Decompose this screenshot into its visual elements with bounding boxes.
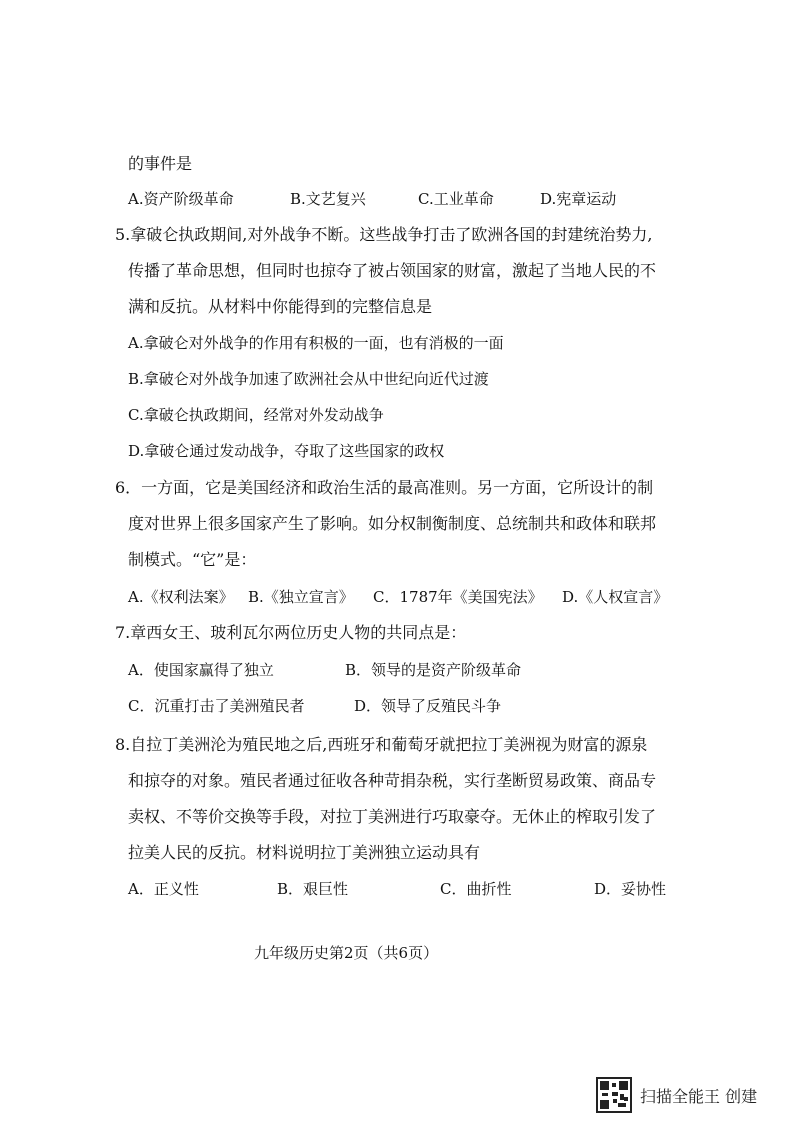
q4-option-a: A.资产阶级革命 [128, 190, 234, 208]
q5-option-a: A.拿破仑对外战争的作用有积极的一面，也有消极的一面 [128, 334, 504, 352]
q6-stem-line-2: 度对世界上很多国家产生了影响。如分权制衡制度、总统制共和政体和联邦 [128, 514, 657, 533]
q4-option-b: B.文艺复兴 [290, 190, 366, 208]
q8-stem-line-1: 8.自拉丁美洲沦为殖民地之后,西班牙和葡萄牙就把拉丁美洲视为财富的源泉 [115, 735, 648, 754]
q7-option-b: B．领导的是资产阶级革命 [345, 661, 522, 679]
watermark-text: 扫描全能王 创建 [640, 1086, 758, 1106]
q7-option-c: C．沉重打击了美洲殖民者 [128, 697, 305, 715]
q8-option-b: B．艰巨性 [277, 880, 349, 898]
q5-stem-line-1: 5.拿破仑执政期间,对外战争不断。这些战争打击了欧洲各国的封建统治势力, [115, 225, 653, 244]
q6-stem-line-3: 制模式。“它”是： [128, 550, 257, 569]
q4-option-c: C.工业革命 [418, 190, 494, 208]
q4-stem-line-1: 的事件是 [128, 154, 193, 173]
q5-option-d: D.拿破仑通过发动战争，夺取了这些国家的政权 [128, 442, 445, 460]
q6-option-c: C．1787年《美国宪法》 [373, 588, 543, 606]
qr-code-icon [596, 1077, 632, 1113]
q8-option-a: A．正义性 [128, 880, 199, 898]
scanner-watermark [596, 1075, 757, 1115]
q5-option-b: B.拿破仑对外战争加速了欧洲社会从中世纪向近代过渡 [128, 370, 489, 388]
q7-stem-line-1: 7.章西女王、玻利瓦尔两位历史人物的共同点是： [115, 623, 467, 642]
q5-stem-line-2: 传播了革命思想，但同时也掠夺了被占领国家的财富，激起了当地人民的不 [128, 261, 657, 280]
q8-stem-line-3: 卖权、不等价交换等手段，对拉丁美洲进行巧取豪夺。无休止的榨取引发了 [128, 807, 657, 826]
page-footer: 九年级历史第2页（共6页） [254, 944, 439, 962]
q8-stem-line-4: 拉美人民的反抗。材料说明拉丁美洲独立运动具有 [128, 843, 481, 862]
q8-option-c: C．曲折性 [440, 880, 512, 898]
q7-option-d: D．领导了反殖民斗争 [354, 697, 502, 715]
q5-option-c: C.拿破仑执政期间，经常对外发动战争 [128, 406, 384, 424]
q7-option-a: A．使国家赢得了独立 [128, 661, 274, 679]
q6-stem-line-1: 6．一方面，它是美国经济和政治生活的最高准则。另一方面，它所设计的制 [115, 478, 654, 497]
q8-option-d: D．妥协性 [594, 880, 667, 898]
q4-option-d: D.宪章运动 [540, 190, 617, 208]
q6-option-a: A.《权利法案》 [128, 588, 234, 606]
q6-option-d: D.《人权宣言》 [562, 588, 669, 606]
q5-stem-line-3: 满和反抗。从材料中你能得到的完整信息是 [128, 297, 433, 316]
q6-option-b: B.《独立宣言》 [248, 588, 354, 606]
q8-stem-line-2: 和掠夺的对象。殖民者通过征收各种苛捐杂税，实行垄断贸易政策、商品专 [128, 771, 657, 790]
